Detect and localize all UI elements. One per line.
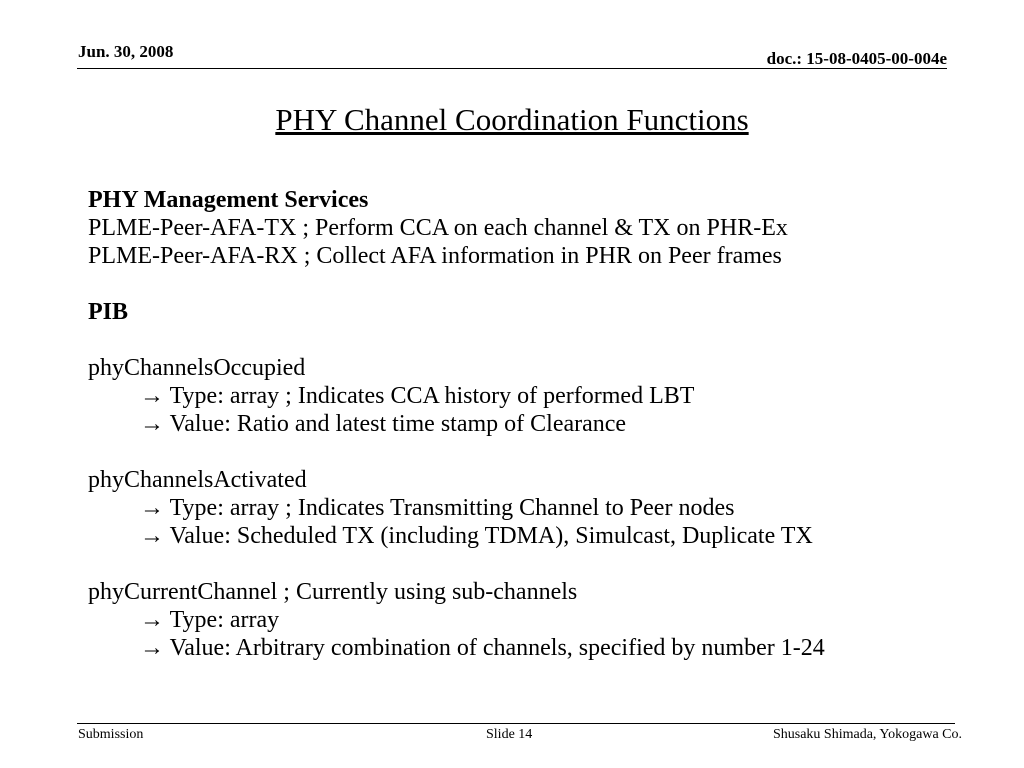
spacer [88, 438, 968, 466]
slide-body [88, 186, 968, 662]
attr-activated-type: → Type: array ; Indicates Transmitting Channel to Peer nodes [140, 495, 735, 521]
attr-occupied-type: → Type: array ; Indicates CCA history of performed LBT [140, 383, 695, 409]
spacer [88, 550, 968, 578]
attr-current-name: phyCurrentChannel ; Currently using sub-channels [88, 579, 578, 605]
header-doc-id: doc.: 15-08-0405-00-004e [766, 49, 947, 68]
footer-divider [77, 723, 955, 724]
slide-title: PHY Channel Coordination Functions [275, 102, 749, 137]
header-divider [77, 68, 947, 69]
spacer [88, 270, 968, 298]
mgmt-heading: PHY Management Services [88, 187, 369, 213]
spacer [88, 326, 968, 354]
attr-activated-name: phyChannelsActivated [88, 467, 307, 493]
footer-submission: Submission [78, 727, 144, 742]
slide-number: Slide 14 [486, 727, 533, 742]
attr-current-value: → Value: Arbitrary combination of channels, specified by number 1-24 [140, 635, 825, 661]
mgmt-tx-line: PLME-Peer-AFA-TX ; Perform CCA on each channel & TX on PHR-Ex [88, 215, 788, 241]
attr-activated-value: → Value: Scheduled TX (including TDMA), Simulcast, Duplicate TX [140, 523, 813, 549]
header-date: Jun. 30, 2008 [78, 42, 174, 61]
attr-occupied-value: → Value: Ratio and latest time stamp of Clearance [140, 411, 627, 437]
attr-occupied-name: phyChannelsOccupied [88, 355, 306, 381]
footer-author: Shusaku Shimada, Yokogawa Co. [772, 727, 962, 742]
pib-heading: PIB [88, 299, 129, 325]
mgmt-rx-line: PLME-Peer-AFA-RX ; Collect AFA information in PHR on Peer frames [88, 243, 782, 269]
attr-current-type: → Type: array [140, 607, 280, 633]
